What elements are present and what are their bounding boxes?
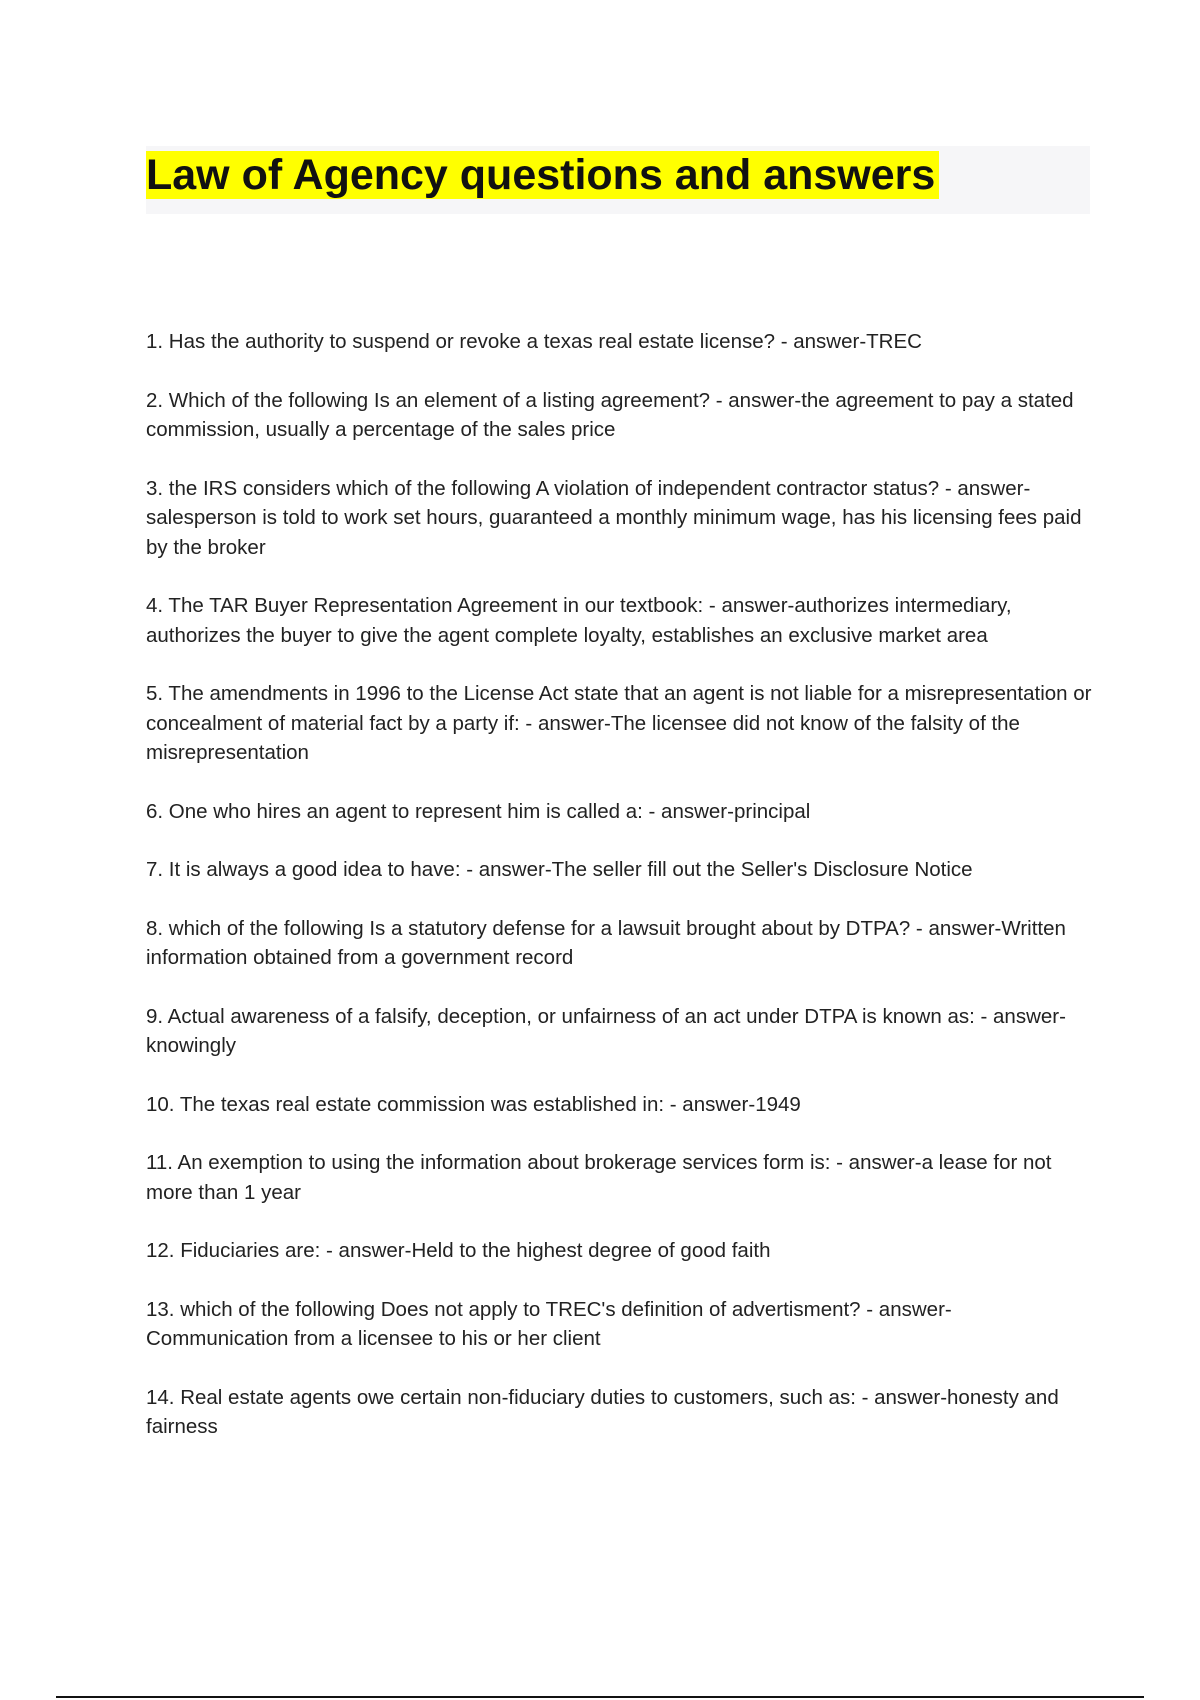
qa-item-10: 10. The texas real estate commission was established in: - answer-1949 — [146, 1092, 801, 1116]
qa-list — [146, 327, 1092, 1471]
qa-item-4: 4. The TAR Buyer Representation Agreement in our textbook: - answer-authorizes intermediary, authorizes the buyer to give the agent complete loyalty, establishes an exclusive market area — [146, 594, 1012, 647]
qa-item-7: 7. It is always a good idea to have: - answer-The seller fill out the Seller's Disclosure Notice — [146, 858, 973, 881]
qa-item-13: 13. which of the following Does not apply to TREC's definition of advertisment? - answer-Communication from a licensee to his or her client — [146, 1297, 952, 1350]
qa-item-14: 14. Real estate agents owe certain non-fiduciary duties to customers, such as: - answer-honesty and fairness — [146, 1385, 1059, 1438]
qa-item-12: 12. Fiduciaries are: - answer-Held to the highest degree of good faith — [146, 1239, 771, 1262]
qa-item-11: 11. An exemption to using the information about brokerage services form is: - answer-a lease for not more than 1 year — [146, 1151, 1052, 1204]
footer-divider — [56, 1696, 1144, 1698]
qa-item-2: 2. Which of the following Is an element of a listing agreement? - answer-the agreement to pay a stated commission, usually a percentage of the sales price — [146, 388, 1074, 441]
qa-item-3: 3. the IRS considers which of the following A violation of independent contractor status? - answer-salesperson is told to work set hours, guaranteed a monthly minimum wage, has his licensing fees paid by the broker — [146, 476, 1082, 559]
qa-item-6: 6. One who hires an agent to represent him is called a: - answer-principal — [146, 799, 811, 823]
qa-item-5: 5. The amendments in 1996 to the License Act state that an agent is not liable for a misrepresentation or concealment of material fact by a party if: - answer-The licensee did not know of the falsity of the misrepresentation — [146, 682, 1092, 764]
qa-item-8: 8. which of the following Is a statutory defense for a lawsuit brought about by DTPA? - answer-Written information obtained from a government record — [146, 916, 1066, 969]
qa-item-9: 9. Actual awareness of a falsify, deception, or unfairness of an act under DTPA is known as: - answer-knowingly — [146, 1004, 1066, 1057]
title-highlight: Law of Agency questions and answers — [146, 151, 939, 199]
qa-item-1: 1. Has the authority to suspend or revoke a texas real estate license? - answer-TREC — [146, 330, 922, 353]
document-title — [146, 150, 939, 200]
